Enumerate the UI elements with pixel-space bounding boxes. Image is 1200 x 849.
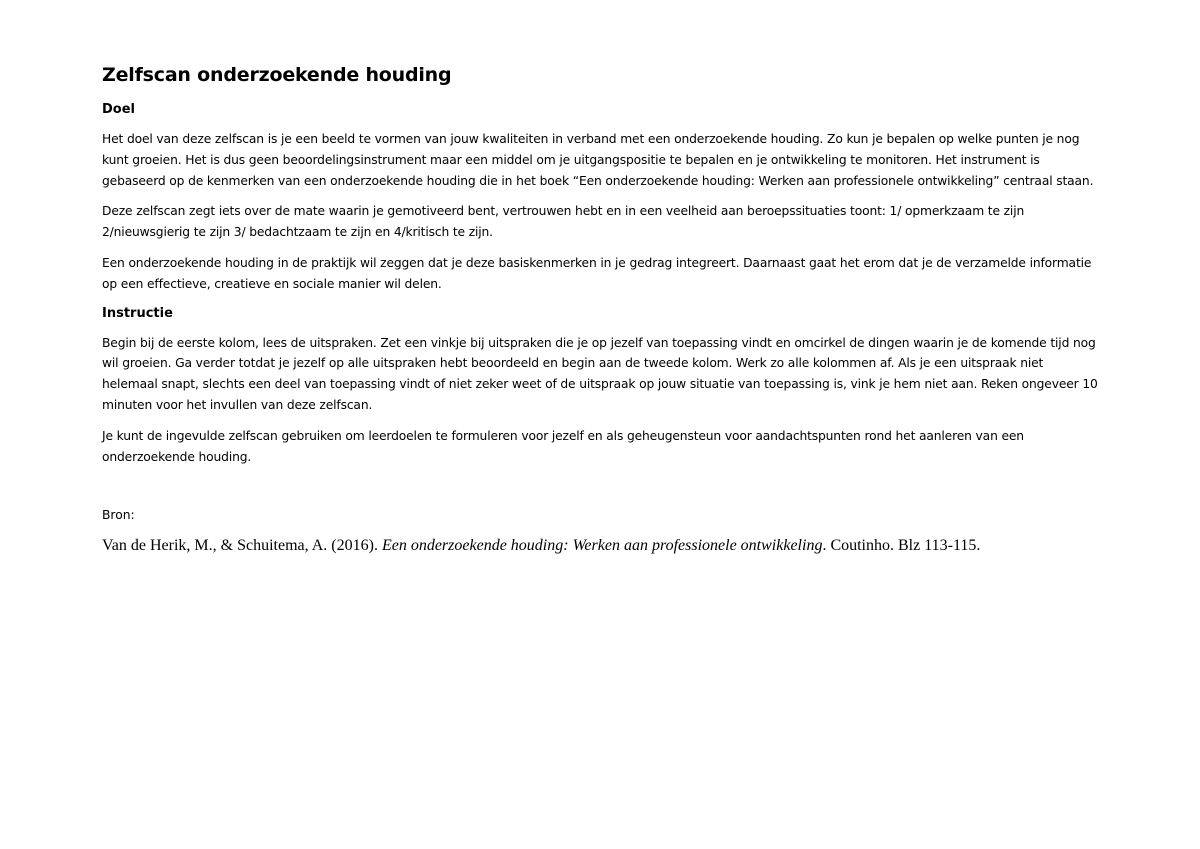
doel-paragraph-3: Een onderzoekende houding in de praktijk wil zeggen dat je deze basiskenmerken in je gedrag integreert. Daarnaast gaat het erom dat je de verzamelde informatie op een effectieve, creatieve en sociale manier wil delen. <box>102 255 1092 291</box>
doel-paragraph-2: Deze zelfscan zegt iets over de mate waarin je gemotiveerd bent, vertrouwen hebt en in een veelheid aan beroepssituaties toont: 1/ opmerkzaam te zijn 2/nieuwsgierig te zijn 3/ bedachtzaam te zijn en 4/kritisch te zijn. <box>102 204 1025 240</box>
section-heading-instructie: Instructie <box>102 305 173 321</box>
citation-authors: Van de Herik, M., & Schuitema, A. (2016). <box>102 537 382 555</box>
document-title: Zelfscan onderzoekende houding <box>102 64 452 86</box>
citation-publisher: . Coutinho. Blz 113-115. <box>822 537 981 555</box>
doel-paragraph-1: Het doel van deze zelfscan is je een beeld te vormen van jouw kwaliteiten in verband met een onderzoekende houding. Zo kun je bepalen op welke punten je nog kunt groeien. Het is dus geen beoordelingsinstrument maar een middel om je uitgangspositie te bepalen en je ontwikkeling te monitoren. Het instrument is gebaseerd op de kenmerken van een onderzoekende houding die in het boek “Een onderzoekende houding: Werken aan professionele ontwikkeling” centraal staan. <box>102 132 1094 188</box>
section-heading-doel: Doel <box>102 102 135 117</box>
instructie-paragraph-1: Begin bij de eerste kolom, lees de uitspraken. Zet een vinkje bij uitspraken die je op jezelf van toepassing vindt en omcirkel de dingen waarin je de komende tijd nog wil groeien. Ga verder totdat je jezelf op alle uitspraken hebt beoordeeld en begin aan de tweede kolom. Werk zo alle kolommen af. Als je een uitspraak niet helemaal snapt, slechts een deel van toepassing vindt of niet zeker weet of de uitspraak op jouw situatie van toepassing is, vink je hem niet aan. Reken ongeveer 10 minuten voor het invullen van deze zelfscan. <box>102 335 1098 412</box>
citation <box>102 535 1102 557</box>
citation-book-title: Een onderzoekende houding: Werken aan professionele ontwikkeling <box>381 537 823 555</box>
instructie-paragraph-2: Je kunt de ingevulde zelfscan gebruiken om leerdoelen te formuleren voor jezelf en als geheugensteun voor aandachtspunten rond het aanleren van een onderzoekende houding. <box>102 428 1024 464</box>
source-label: Bron: <box>102 508 135 523</box>
document-page <box>102 62 1102 557</box>
